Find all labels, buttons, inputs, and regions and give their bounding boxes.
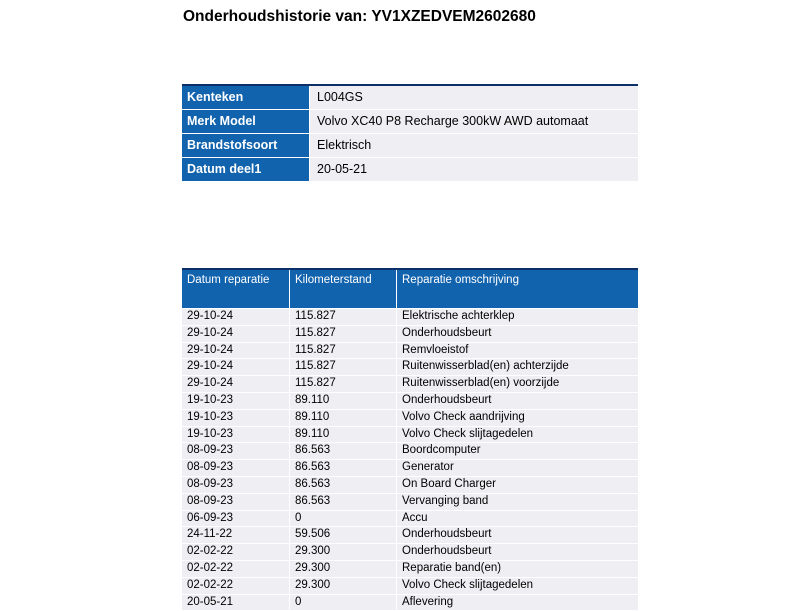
cell-datum-reparatie: 29-10-24 bbox=[182, 343, 289, 359]
info-row-value: L004GS bbox=[310, 86, 638, 109]
cell-kilometerstand: 115.827 bbox=[290, 359, 396, 375]
cell-datum-reparatie: 19-10-23 bbox=[182, 427, 289, 443]
table-row bbox=[182, 359, 638, 375]
info-row-label: Merk Model bbox=[182, 110, 309, 133]
cell-datum-reparatie: 06-09-23 bbox=[182, 511, 289, 527]
cell-kilometerstand: 29.300 bbox=[290, 561, 396, 577]
page-title: Onderhoudshistorie van: YV1XZEDVEM2602680 bbox=[183, 8, 536, 25]
table-row bbox=[182, 561, 638, 577]
table-row bbox=[182, 326, 638, 342]
table-body bbox=[182, 309, 638, 610]
cell-kilometerstand: 89.110 bbox=[290, 393, 396, 409]
table-row bbox=[182, 544, 638, 560]
cell-reparatie-omschrijving: Ruitenwisserblad(en) voorzijde bbox=[397, 376, 638, 392]
column-header: Kilometerstand bbox=[290, 270, 396, 308]
info-row bbox=[182, 134, 638, 157]
table-row bbox=[182, 393, 638, 409]
cell-kilometerstand: 115.827 bbox=[290, 309, 396, 325]
column-header: Datum reparatie bbox=[182, 270, 289, 308]
cell-kilometerstand: 89.110 bbox=[290, 427, 396, 443]
cell-kilometerstand: 86.563 bbox=[290, 460, 396, 476]
info-row-value: Elektrisch bbox=[310, 134, 638, 157]
cell-kilometerstand: 59.506 bbox=[290, 527, 396, 543]
info-row bbox=[182, 110, 638, 133]
cell-datum-reparatie: 20-05-21 bbox=[182, 595, 289, 611]
cell-datum-reparatie: 08-09-23 bbox=[182, 443, 289, 459]
table-row bbox=[182, 443, 638, 459]
vehicle-info-table bbox=[182, 84, 638, 182]
table-row bbox=[182, 595, 638, 611]
info-row-label: Datum deel1 bbox=[182, 158, 309, 181]
cell-kilometerstand: 115.827 bbox=[290, 326, 396, 342]
cell-datum-reparatie: 02-02-22 bbox=[182, 544, 289, 560]
cell-reparatie-omschrijving: Elektrische achterklep bbox=[397, 309, 638, 325]
cell-datum-reparatie: 02-02-22 bbox=[182, 561, 289, 577]
cell-kilometerstand: 86.563 bbox=[290, 477, 396, 493]
cell-kilometerstand: 0 bbox=[290, 595, 396, 611]
cell-datum-reparatie: 02-02-22 bbox=[182, 578, 289, 594]
table-row bbox=[182, 343, 638, 359]
cell-reparatie-omschrijving: Volvo Check slijtagedelen bbox=[397, 578, 638, 594]
cell-datum-reparatie: 08-09-23 bbox=[182, 460, 289, 476]
table-row bbox=[182, 494, 638, 510]
info-row bbox=[182, 158, 638, 181]
cell-reparatie-omschrijving: Volvo Check slijtagedelen bbox=[397, 427, 638, 443]
cell-datum-reparatie: 19-10-23 bbox=[182, 393, 289, 409]
cell-reparatie-omschrijving: Boordcomputer bbox=[397, 443, 638, 459]
cell-kilometerstand: 115.827 bbox=[290, 343, 396, 359]
table-row bbox=[182, 511, 638, 527]
info-row-value: 20-05-21 bbox=[310, 158, 638, 181]
cell-datum-reparatie: 08-09-23 bbox=[182, 494, 289, 510]
cell-kilometerstand: 89.110 bbox=[290, 410, 396, 426]
cell-datum-reparatie: 08-09-23 bbox=[182, 477, 289, 493]
cell-kilometerstand: 86.563 bbox=[290, 443, 396, 459]
cell-kilometerstand: 29.300 bbox=[290, 578, 396, 594]
cell-reparatie-omschrijving: Onderhoudsbeurt bbox=[397, 527, 638, 543]
cell-kilometerstand: 29.300 bbox=[290, 544, 396, 560]
cell-datum-reparatie: 19-10-23 bbox=[182, 410, 289, 426]
column-header: Reparatie omschrijving bbox=[397, 270, 638, 308]
cell-reparatie-omschrijving: Onderhoudsbeurt bbox=[397, 393, 638, 409]
table-row bbox=[182, 376, 638, 392]
table-row bbox=[182, 578, 638, 594]
info-row-label: Kenteken bbox=[182, 86, 309, 109]
cell-kilometerstand: 86.563 bbox=[290, 494, 396, 510]
table-row bbox=[182, 477, 638, 493]
cell-reparatie-omschrijving: Accu bbox=[397, 511, 638, 527]
cell-reparatie-omschrijving: Ruitenwisserblad(en) achterzijde bbox=[397, 359, 638, 375]
table-row bbox=[182, 460, 638, 476]
cell-datum-reparatie: 29-10-24 bbox=[182, 309, 289, 325]
info-row-value: Volvo XC40 P8 Recharge 300kW AWD automaat bbox=[310, 110, 638, 133]
cell-reparatie-omschrijving: Generator bbox=[397, 460, 638, 476]
table-row bbox=[182, 527, 638, 543]
table-row bbox=[182, 427, 638, 443]
cell-kilometerstand: 115.827 bbox=[290, 376, 396, 392]
cell-kilometerstand: 0 bbox=[290, 511, 396, 527]
table-row bbox=[182, 309, 638, 325]
cell-reparatie-omschrijving: Vervanging band bbox=[397, 494, 638, 510]
cell-datum-reparatie: 29-10-24 bbox=[182, 376, 289, 392]
table-header-row bbox=[182, 270, 638, 308]
cell-datum-reparatie: 24-11-22 bbox=[182, 527, 289, 543]
cell-reparatie-omschrijving: Onderhoudsbeurt bbox=[397, 544, 638, 560]
cell-reparatie-omschrijving: Aflevering bbox=[397, 595, 638, 611]
cell-reparatie-omschrijving: Volvo Check aandrijving bbox=[397, 410, 638, 426]
maintenance-history-table bbox=[182, 268, 638, 611]
table-row bbox=[182, 410, 638, 426]
cell-datum-reparatie: 29-10-24 bbox=[182, 326, 289, 342]
cell-datum-reparatie: 29-10-24 bbox=[182, 359, 289, 375]
info-row bbox=[182, 86, 638, 109]
cell-reparatie-omschrijving: Onderhoudsbeurt bbox=[397, 326, 638, 342]
cell-reparatie-omschrijving: On Board Charger bbox=[397, 477, 638, 493]
cell-reparatie-omschrijving: Reparatie band(en) bbox=[397, 561, 638, 577]
info-row-label: Brandstofsoort bbox=[182, 134, 309, 157]
cell-reparatie-omschrijving: Remvloeistof bbox=[397, 343, 638, 359]
